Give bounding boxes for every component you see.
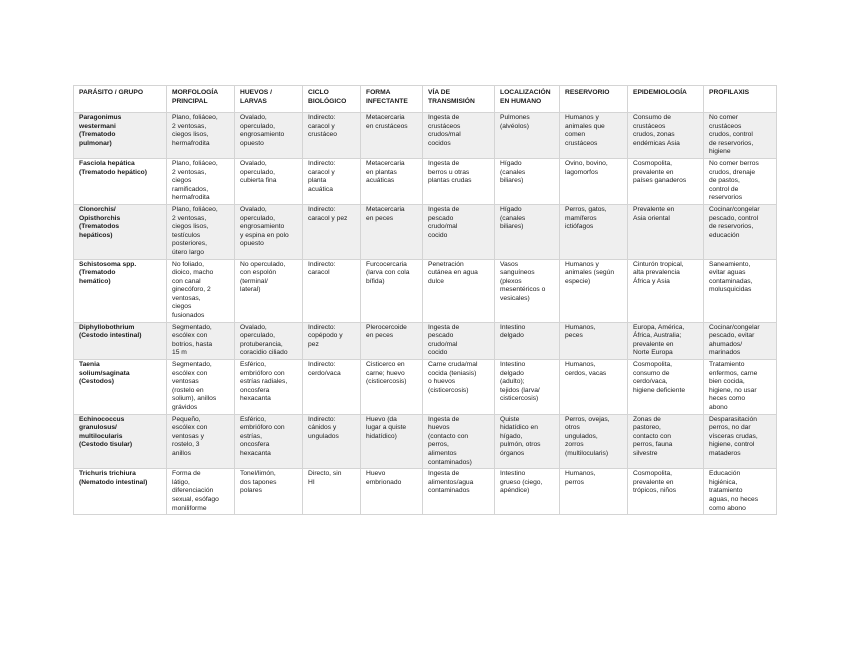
table-cell — [303, 113, 361, 159]
cell-text: Ovino, bovino, lagomorfos — [565, 159, 608, 176]
header-cell: MORFOLOGÍA PRINCIPAL — [167, 86, 235, 113]
cell-text: Intestino delgado — [500, 323, 526, 340]
table-cell — [423, 259, 495, 322]
cell-text: Metacercaria en crustáceos — [366, 114, 408, 130]
cell-text: Pequeño, escólex con ventosas y rostelo, 3 anillos — [172, 415, 208, 457]
table-cell — [704, 469, 777, 515]
cell-text: Desparasitación perros, no dar vísceras crudas, higiene, control mataderos — [709, 415, 758, 457]
cell-text: Penetración cutánea en agua dulce — [428, 260, 478, 285]
cell-text: Indirecto: caracol y planta acuática — [308, 159, 336, 193]
table-cell — [423, 414, 495, 469]
table-cell — [704, 158, 777, 204]
header-cell: VÍA DE TRANSMISIÓN — [423, 86, 495, 113]
cell-text: Taenia solium/saginata (Cestodos) — [79, 361, 130, 386]
cell-text: Huevo embrionado — [366, 470, 402, 486]
cell-text: Carne cruda/mal cocida (teniasis) o huevos (cisticercosis) — [428, 361, 478, 394]
cell-text: Ingesta de alimentos/agua contaminados — [428, 470, 474, 495]
table-cell — [423, 113, 495, 159]
table-cell — [361, 414, 423, 469]
table-cell — [704, 322, 777, 359]
cell-text: No foliado, dioico, macho con canal ginecóforo, 2 ventosas, ciegos fusionados — [172, 260, 214, 320]
table-cell — [167, 414, 235, 469]
parasite-name-cell — [74, 322, 167, 359]
cell-text: Pulmones (alvéolos) — [500, 114, 530, 130]
parasite-name-cell — [74, 259, 167, 322]
cell-text: Educación higiénica, tratamiento aguas, no heces como abono — [709, 470, 759, 512]
cell-text: Cosmopolita, prevalente en trópicos, niños — [633, 470, 677, 495]
cell-text: Indirecto: cánidos y ungulados — [308, 415, 339, 440]
table-cell — [560, 322, 628, 359]
cell-text: Ingesta de pescado crudo/mal cocido — [428, 205, 460, 239]
cell-text: Diphyllobothrium (Cestodo intestinal) — [79, 323, 142, 340]
cell-text: Zonas de pastoreo, contacto con perros, fauna silvestre — [633, 415, 673, 457]
table-cell — [167, 469, 235, 515]
cell-text: Ingesta de berros u otras plantas crudas — [428, 159, 472, 185]
table-cell — [495, 204, 560, 259]
table-cell — [628, 158, 704, 204]
cell-text: Paragonimus westermani (Trematodo pulmonar) — [79, 114, 122, 147]
cell-text: Fasciola hepática (Trematodo hepático) — [79, 159, 147, 176]
cell-text: Indirecto: copépodo y pez — [308, 323, 343, 348]
table-cell — [167, 259, 235, 322]
cell-text: Ingesta de crustáceos crudos/mal cocidos — [428, 114, 461, 147]
cell-text: Prevalente en Asia oriental — [633, 205, 675, 222]
parasite-name-cell — [74, 113, 167, 159]
table-cell — [235, 469, 303, 515]
cell-text: Cisticerco en carne; huevo (cisticercosis) — [366, 361, 407, 386]
table-cell — [628, 322, 704, 359]
table-cell — [235, 113, 303, 159]
table-cell — [303, 158, 361, 204]
table-row — [74, 360, 777, 415]
table-cell — [628, 414, 704, 469]
table-row — [74, 469, 777, 515]
table-cell — [628, 469, 704, 515]
table-cell — [167, 158, 235, 204]
cell-text: Plerocercoide en peces — [366, 323, 407, 340]
header-cell: FORMA INFECTANTE — [361, 86, 423, 113]
table-cell — [628, 204, 704, 259]
cell-text: Indirecto: caracol y crustáceo — [308, 114, 337, 139]
table-cell — [495, 414, 560, 469]
cell-text: Cinturón tropical, alta prevalencia África y Asia — [633, 260, 684, 285]
table-cell — [235, 360, 303, 415]
table-cell — [560, 469, 628, 515]
cell-text: Directo, sin HI — [308, 470, 342, 486]
table-cell — [560, 204, 628, 259]
table-cell — [704, 414, 777, 469]
cell-text: Vasos sanguíneos (plexos mesentéricos o vesicales) — [500, 260, 546, 302]
cell-text: Saneamiento, evitar aguas contaminadas, molusquicidas — [709, 260, 753, 294]
table-cell — [235, 414, 303, 469]
table-row — [74, 414, 777, 469]
header-cell: CICLO BIOLÓGICO — [303, 86, 361, 113]
cell-text: Indirecto: caracol — [308, 260, 336, 277]
table-row — [74, 322, 777, 359]
parasite-name-cell — [74, 158, 167, 204]
table-cell — [235, 204, 303, 259]
cell-text: Cocinar/congelar pescado, evitar ahumados/ marinados — [709, 323, 760, 357]
parasites-table — [73, 85, 777, 515]
cell-text: Ovalado, operculado, cubierta fina — [240, 159, 277, 185]
table-cell — [361, 158, 423, 204]
cell-text: Schistosoma spp. (Trematodo hemático) — [79, 260, 137, 285]
cell-text: Cocinar/congelar pescado, control de reservorios, educación — [709, 205, 760, 239]
table-row — [74, 204, 777, 259]
table-cell — [167, 204, 235, 259]
cell-text: Plano, foliáceo, 2 ventosas, ciegos ramificados, hermafrodita — [172, 159, 218, 202]
table-row — [74, 113, 777, 159]
table-cell — [495, 158, 560, 204]
table-cell — [361, 322, 423, 359]
cell-text: Clonorchis/ Opisthorchis (Trematodos hepáticos) — [79, 205, 121, 239]
table-cell — [704, 259, 777, 322]
cell-text: Segmentado, escólex con ventosas (rostelo en solium), anillos grávidos — [172, 361, 217, 411]
cell-text: Humanos, perros — [565, 470, 596, 486]
table-cell — [423, 360, 495, 415]
header-row — [74, 86, 777, 113]
cell-text: Plano, foliáceo, 2 ventosas, ciegos lisos, hermafrodita — [172, 114, 218, 147]
table-cell — [495, 259, 560, 322]
table-cell — [303, 322, 361, 359]
cell-text: Intestino delgado (adulto); tejidos (larva/ cisticercosis) — [500, 361, 540, 403]
header-cell: PROFILAXIS — [704, 86, 777, 113]
table-cell — [423, 158, 495, 204]
cell-text: Humanos, peces — [565, 323, 596, 340]
cell-text: Europa, América, África, Australia; prevalente en Norte Europa — [633, 323, 685, 357]
table-cell — [560, 259, 628, 322]
cell-text: Indirecto: caracol y pez — [308, 205, 348, 222]
cell-text: Echinococcus granulosus/ multilocularis (Cestodo tisular) — [79, 415, 133, 449]
cell-text: Forma de látigo, diferenciación sexual, esófago moniliforme — [172, 470, 219, 512]
cell-text: Cosmopolita, prevalente en países ganaderos — [633, 159, 687, 185]
table-cell — [167, 360, 235, 415]
table-cell — [361, 204, 423, 259]
cell-text: Consumo de crustáceos crudos, zonas endémicas Asia — [633, 114, 680, 147]
cell-text: Ovalado, operculado, protuberancia, coracidio ciliado — [240, 323, 288, 357]
header-cell: RESERVORIO — [560, 86, 628, 113]
cell-text: Plano, foliáceo, 2 ventosas, ciegos lisos, testículos posteriores, útero largo — [172, 205, 218, 256]
cell-text: Humanos y animales que comen crustáceos — [565, 114, 605, 147]
cell-text: Hígado (canales biliares) — [500, 159, 526, 185]
cell-text: Intestino grueso (ciego, apéndice) — [500, 470, 543, 495]
table-cell — [235, 158, 303, 204]
table-cell — [361, 113, 423, 159]
parasite-name-cell — [74, 469, 167, 515]
cell-text: No comer crustáceos crudos, control de reservorios, higiene — [709, 114, 754, 156]
cell-text: Huevo (da lugar a quiste hidatídico) — [366, 415, 407, 440]
cell-text: No comer berros crudos, drenaje de pastos, control de reservorios — [709, 159, 759, 202]
table-cell — [560, 113, 628, 159]
cell-text: Indirecto: cerdo/vaca — [308, 361, 341, 377]
header-cell: LOCALIZACIÓN EN HUMANO — [495, 86, 560, 113]
parasite-name-cell — [74, 360, 167, 415]
table-cell — [303, 204, 361, 259]
cell-text: Humanos, cerdos, vacas — [565, 361, 607, 377]
table-cell — [303, 469, 361, 515]
table-cell — [560, 360, 628, 415]
cell-text: Tratamiento enfermos, carne bien cocida, higiene, no usar heces como abono — [709, 361, 758, 411]
table-cell — [167, 113, 235, 159]
cell-text: Tonel/limón, dos tapones polares — [240, 470, 277, 495]
header-cell: EPIDEMIOLOGÍA — [628, 86, 704, 113]
table-row — [74, 259, 777, 322]
cell-text: Perros, gatos, mamíferos ictiófagos — [565, 205, 607, 231]
cell-text: Esférico, embrióforo con estrías radiales, oncosfera hexacanta — [240, 361, 288, 403]
cell-text: Esférico, embrióforo con estrías, oncosfera hexacanta — [240, 415, 285, 457]
table-cell — [560, 414, 628, 469]
table-cell — [423, 322, 495, 359]
table-cell — [495, 360, 560, 415]
table-cell — [303, 360, 361, 415]
table-cell — [704, 360, 777, 415]
table-cell — [495, 113, 560, 159]
table-cell — [167, 322, 235, 359]
table-cell — [235, 259, 303, 322]
table-cell — [303, 414, 361, 469]
cell-text: Metacercaria en peces — [366, 205, 405, 222]
cell-text: Furcocercaria (larva con cola bífida) — [366, 260, 410, 285]
table-cell — [495, 469, 560, 515]
cell-text: Cosmopolita, consumo de cerdo/vaca, higiene deficiente — [633, 361, 686, 394]
table-cell — [704, 113, 777, 159]
table-row — [74, 158, 777, 204]
table-cell — [361, 469, 423, 515]
parasite-name-cell — [74, 204, 167, 259]
table-cell — [704, 204, 777, 259]
table-cell — [361, 360, 423, 415]
parasite-name-cell — [74, 414, 167, 469]
table-cell — [303, 259, 361, 322]
cell-text: Humanos y animales (según especie) — [565, 260, 615, 285]
header-cell: PARÁSITO / GRUPO — [74, 86, 167, 113]
table-cell — [423, 469, 495, 515]
table-body — [74, 113, 777, 515]
cell-text: No operculado, con espolón (terminal/ lateral) — [240, 260, 286, 294]
cell-text: Ovalado, operculado, engrosamiento y espina en polo opuesto — [240, 205, 289, 248]
table-cell — [628, 259, 704, 322]
table-cell — [495, 322, 560, 359]
cell-text: Trichuris trichiura (Nematodo intestinal) — [79, 470, 148, 486]
cell-text: Perros, ovejas, otros ungulados, zorros (multilocularis) — [565, 415, 610, 457]
header-cell: HUEVOS / LARVAS — [235, 86, 303, 113]
table-cell — [628, 113, 704, 159]
table-cell — [361, 259, 423, 322]
table-cell — [423, 204, 495, 259]
cell-text: Segmentado, escólex con botrios, hasta 15 m — [172, 323, 213, 357]
table-cell — [560, 158, 628, 204]
table-cell — [628, 360, 704, 415]
cell-text: Hígado (canales biliares) — [500, 205, 526, 231]
cell-text: Ingesta de huevos (contacto con perros, alimentos contaminados) — [428, 415, 472, 466]
cell-text: Metacercaria en plantas acuáticas — [366, 159, 405, 185]
cell-text: Quiste hidatídico en hígado, pulmón, otros órganos — [500, 415, 541, 457]
cell-text: Ovalado, operculado, engrosamiento opuesto — [240, 114, 285, 147]
cell-text: Ingesta de pescado crudo/mal cocido — [428, 323, 460, 357]
table-cell — [235, 322, 303, 359]
